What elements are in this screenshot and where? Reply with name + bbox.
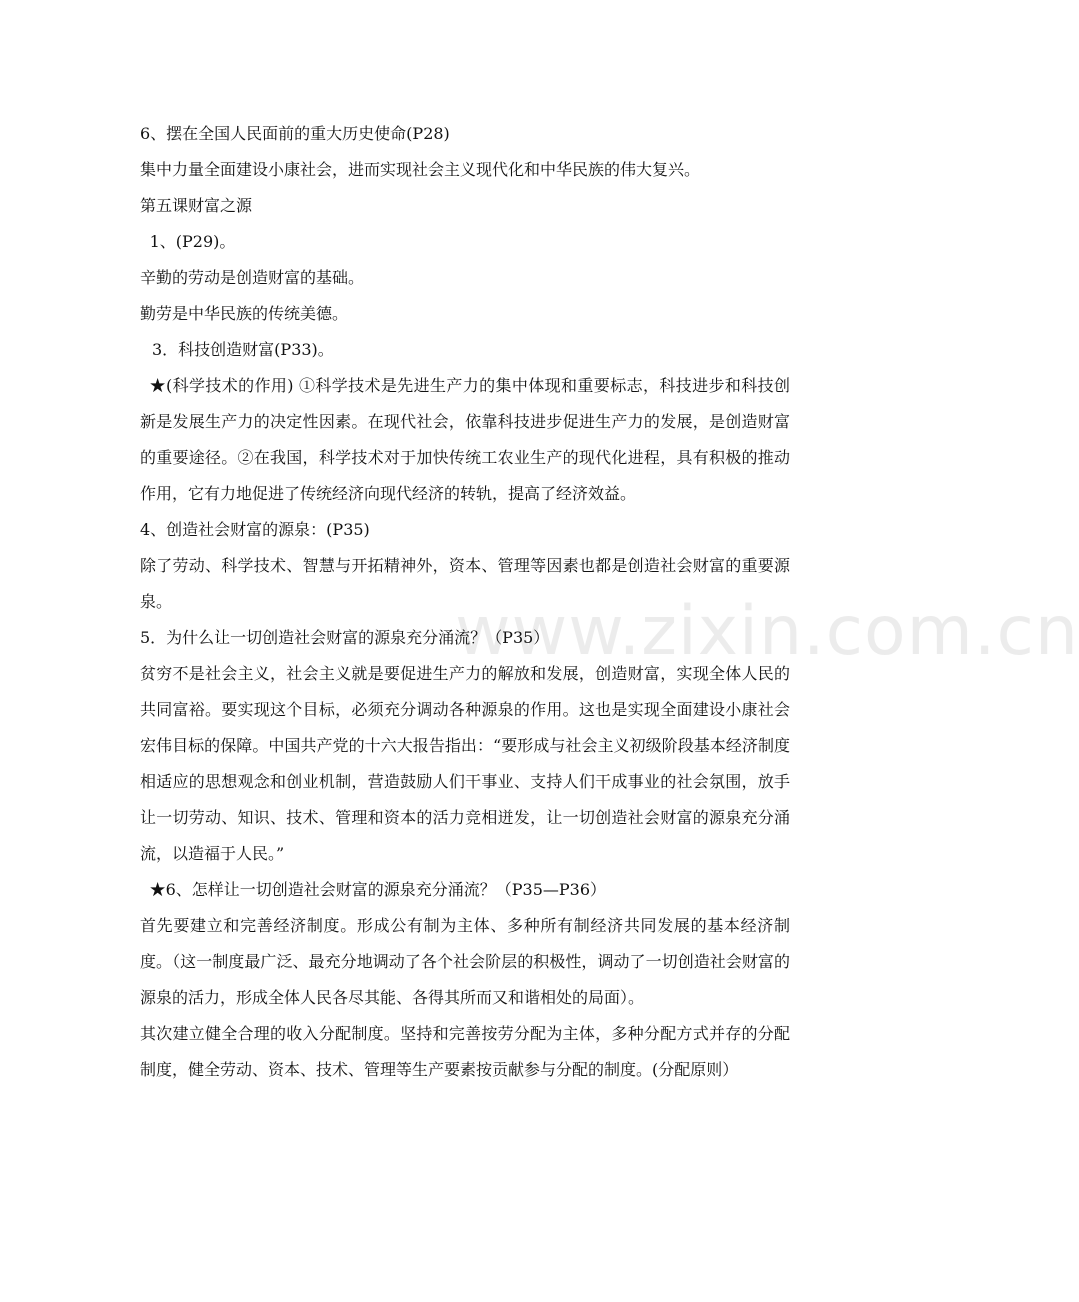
item-5: 5．为什么让一切创造社会财富的源泉充分涌流？（P35） [140,628,550,647]
paragraph-labor: 辛勤的劳动是创造财富的基础。 [140,268,365,287]
item-6: ★6、怎样让一切创造社会财富的源泉充分涌流？（P35—P36） [149,880,607,899]
watermark-text: www.zixin.com.cn [455,592,1079,671]
paragraph-economic-system: 首先要建立和完善经济制度。形成公有制为主体、多种所有制经济共同发展的基本经济制度。（这一制度最广泛、最充分地调动了各个社会阶层的积极性，调动了一切创造社会财富的源泉的活力，形成全体人民各尽其能、各得其所而又和谐相处的局面）。 [140,916,790,1007]
paragraph-mission: 集中力量全面建设小康社会，进而实现社会主义现代化和中华民族的伟大复兴。 [140,160,701,179]
heading-mission: 6、摆在全国人民面前的重大历史使命(P28) [140,124,450,143]
item-1: 1、(P29)。 [149,232,236,251]
item-4: 4、创造社会财富的源泉：(P35) [140,520,370,539]
document-body [140,116,790,1088]
paragraph-sources: 除了劳动、科学技术、智慧与开拓精神外，资本、管理等因素也都是创造社会财富的重要源泉。 [140,556,790,611]
lesson-title: 第五课财富之源 [140,196,253,215]
paragraph-diligence: 勤劳是中华民族的传统美德。 [140,304,349,323]
item-3: 3．科技创造财富(P33)。 [152,340,334,359]
paragraph-socialism: 贫穷不是社会主义，社会主义就是要促进生产力的解放和发展，创造财富，实现全体人民的共同富裕。要实现这个目标，必须充分调动各种源泉的作用。这也是实现全面建设小康社会宏伟目标的保障。中国共产党的十六大报告指出：“要形成与社会主义初级阶段基本经济制度相适应的思想观念和创业机制，营造鼓励人们干事业、支持人们干成事业的社会氛围，放手让一切劳动、知识、技术、管理和资本的活力竞相迸发，让一切创造社会财富的源泉充分涌流，以造福于人民。” [140,664,790,863]
paragraph-distribution: 其次建立健全合理的收入分配制度。坚持和完善按劳分配为主体，多种分配方式并存的分配制度，健全劳动、资本、技术、管理等生产要素按贡献参与分配的制度。(分配原则） [140,1024,790,1079]
paragraph-technology: ★(科学技术的作用) ①科学技术是先进生产力的集中体现和重要标志，科技进步和科技创新是发展生产力的决定性因素。在现代社会，依靠科技进步促进生产力的发展，是创造财富的重要途径。②在我国，科学技术对于加快传统工农业生产的现代化进程，具有积极的推动作用，它有力地促进了传统经济向现代经济的转轨，提高了经济效益。 [140,376,790,503]
